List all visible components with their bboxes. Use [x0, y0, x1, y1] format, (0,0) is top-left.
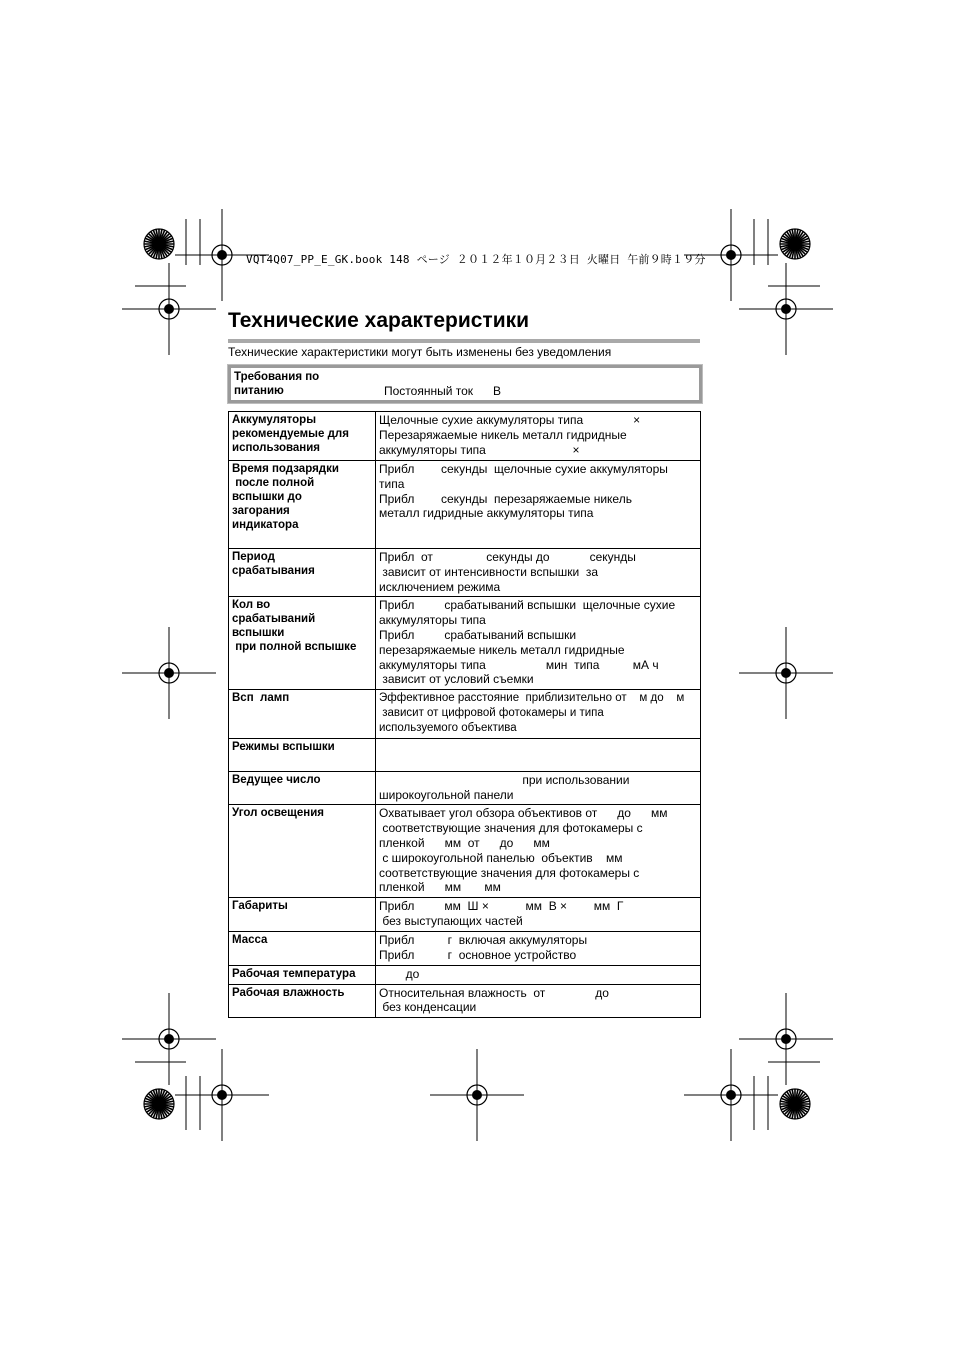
spec-value: до [376, 965, 701, 984]
table-row [229, 771, 701, 805]
table-row [229, 805, 701, 898]
power-requirements-box [228, 365, 702, 403]
spec-label: Период срабатывания [229, 549, 376, 597]
spec-label: Время подзарядки после полной вспышки до загорания индикатора [229, 461, 376, 549]
table-row [229, 965, 701, 984]
table-row [229, 984, 701, 1018]
power-value: Постоянный ток В [384, 384, 502, 398]
spec-label: Рабочая влажность [229, 984, 376, 1018]
spec-value: при использовании широкоугольной панели [376, 771, 701, 805]
table-row [229, 597, 701, 690]
spec-label: Режимы вспышки [229, 738, 376, 771]
page-subtitle: Технические характеристики могут быть изменены без уведомления [228, 345, 612, 359]
page-title: Технические характеристики [228, 309, 530, 332]
spec-label: Угол освещения [229, 805, 376, 898]
spec-value: Охватывает угол обзора объективов от до мм соответствующие значения для фотокамеры с пленкой мм от до мм с широкоугольной панелью объектив мм соответствующие значения для фотокамеры с пленкой мм мм [376, 805, 701, 898]
spec-value: Прибл г включая аккумуляторы Прибл г основное устройство [376, 931, 701, 965]
spec-label: Кол во срабатываний вспышки при полной вспышке [229, 597, 376, 690]
spec-label: Габариты [229, 898, 376, 932]
table-row [229, 461, 701, 549]
spec-label: Масса [229, 931, 376, 965]
title-underline [228, 339, 700, 343]
spec-value: Прибл секунды щелочные сухие аккумуляторы типа Прибл секунды перезаряжаемые никель металл гидридные аккумуляторы типа [376, 461, 701, 549]
table-row [229, 412, 701, 461]
table-row [229, 738, 701, 771]
specifications-table [228, 411, 701, 1018]
spec-value: Щелочные сухие аккумуляторы типа × Перезаряжаемые никель металл гидридные аккумуляторы типа × [376, 412, 701, 461]
spec-label: Рабочая температура [229, 965, 376, 984]
spec-label: Ведущее число [229, 771, 376, 805]
spec-label: Аккумуляторы рекомендуемые для использования [229, 412, 376, 461]
spec-label: Всп ламп [229, 690, 376, 738]
spec-value: Относительная влажность от до без конденсации [376, 984, 701, 1018]
table-row [229, 690, 701, 738]
table-row [229, 931, 701, 965]
print-header: VQT4Q07_PP_E_GK.book 148 ページ ２０１２年１０月２３日 火曜日 午前９時１９分 [246, 253, 706, 266]
table-row [229, 549, 701, 597]
spec-value: Прибл от секунды до секунды зависит от интенсивности вспышки за исключением режима [376, 549, 701, 597]
table-row [229, 898, 701, 932]
spec-value [376, 738, 701, 771]
spec-value: Эффективное расстояние приблизительно от м до м зависит от цифровой фотокамеры и типа используемого объектива [376, 690, 701, 738]
power-label: Требования по питанию [234, 371, 320, 397]
spec-value: Прибл срабатываний вспышки щелочные сухие аккумуляторы типа Прибл срабатываний вспышки перезаряжаемые никель металл гидридные аккумуляторы типа мин типа мА ч зависит от условий съемки [376, 597, 701, 690]
spec-value: Прибл мм Ш × мм В × мм Г без выступающих частей [376, 898, 701, 932]
